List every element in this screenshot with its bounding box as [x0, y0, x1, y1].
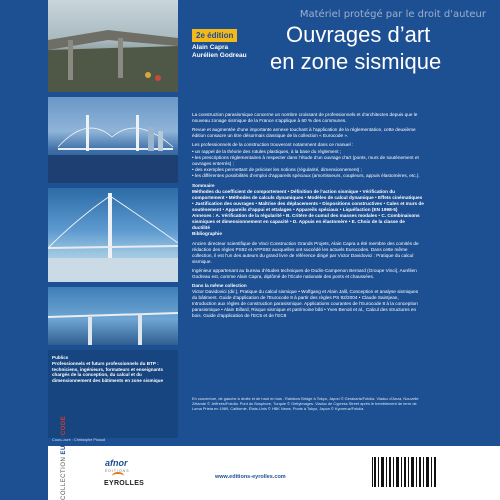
bibliography: Bibliographie	[192, 231, 222, 236]
photo-credits: En couverture, de gauche à droite et de haut en bas : Rainbow Bridge à Tokyo, Japon © Gerakaris/Fotolia. Viaduc d’Anza, Nouvelle Zélande © Jeffrees/Fotolia. Pont du Bosphore, Turquie © Gettyimages. Viaduc de Cypress Street après le tremblement de terre de Loma Prieta en 1989, Californie, États-Unis © HBK News. Ponts à Tokyo, Japon © Kyoreruz/Fotolia.	[192, 396, 419, 411]
feature-bullet: • les différentes possibilités d’emploi d’appareils spéciaux (amortisseurs, coupleurs, appuis élastomères, etc.).	[192, 173, 420, 178]
feature-bullet: • les prescriptions réglementaires à respecter dans l’étude d’un ouvrage d’art (ponts, murs de soutènement et ouvrages enterrés) ;	[192, 155, 419, 166]
publisher-website-link[interactable]: www.editions-eyrolles.com	[215, 474, 286, 480]
photo-column	[48, 0, 178, 345]
intro-paragraph-1: La construction parasismique concerne un nombre croissant de professionnels et d’architectes depuis que le nouveau zonage sismique de la France s’applique à 60 % des communes.	[192, 112, 418, 123]
author-name: Alain Capra	[192, 44, 229, 51]
intro-paragraph-3: Les professionnels de la construction trouveront notamment dans ce manuel :	[192, 142, 354, 147]
collection-label	[61, 416, 67, 500]
feature-bullet: • des exemples permettant de préciser les notions (régularité, dimensionnement) ;	[192, 167, 362, 172]
afnor-logo: afnor	[105, 458, 128, 468]
feature-bullet: • un rappel de la théorie des rotules plastiques, à la base du règlement ;	[192, 149, 342, 154]
afnor-logo-sub: ÉDITIONS	[105, 469, 130, 473]
book-title-line1: Ouvrages d’art	[286, 22, 431, 47]
photo-rainbow-bridge	[48, 97, 178, 183]
intro-paragraph-2: Revue et augmentée d’une importante annexe touchant à l’application de la réglementation, cette deuxième édition consacre un titre désormais classique de la collection « Eurocode ».	[192, 127, 416, 138]
same-collection-text: Victor Davidovici (dir.), Pratique du calcul sismique • Wolfgang et Alain Jalil, Conception et analyse sismiques du bâtiment. Guide d’application de l’Eurocode 8 à partir des règles PS 92/2004 • Claude Saintjean, Introduction aux règles de construction parasismique. Applications courantes de l’Eurocode 8 à la conception parasismique • Alain Billard, Risque sismique et patrimoine bâti • Yves Benoit et al., Calcul des structures en bois. Guide d’application de l’EC5 et de l’EC8	[192, 289, 419, 318]
photo-bridge-sky	[48, 287, 178, 345]
audience-text	[52, 355, 176, 384]
sommaire-text: Méthodes du coefficient de comportement • Définition de l’action sismique • Vérification du comportement • Méthodes de calculs dynamiques • Modèles de calcul dynamique • Effets cinématiques • Justification des ouvrages • Maîtrise des déplacements • Dispositions constructives • Cales et murs de soutènement • Appareils d’appui et ettalages • Appareils spéciaux • Liquéfaction (EN 1998-5)	[192, 189, 424, 212]
collection-euro: EURO	[61, 435, 67, 455]
cover-credit: Couverture : Christophe Picaud	[52, 438, 105, 442]
annexes-text: Annexes : A. Vérification de la régularité • B. Critère de cumul des masses modales • C. Combinaisons sismiques et dimensionnement en capacité • D. Appuis en élastomère • E. Choix de la classe de ductilité	[192, 213, 420, 230]
eyrolles-mark-icon	[112, 472, 124, 480]
author-bio-1: Ancien directeur scientifique de Vinci Construction Grands Projets, Alain Capra a été membre des comités de rédaction des règles PS92 et AFPS92 auxquelles ont succédé les actuels Eurocodes. Dans cette même collection, il est l’un des auteurs du grand livre de référence dirigé par Victor Davidovici : Pratique du calcul sismique.	[192, 241, 419, 264]
same-collection-heading: Dans la même collection	[192, 283, 247, 288]
photo-collapsed-viaduct	[48, 0, 178, 92]
author-bio-2: Ingénieur appartenant au bureau d’études techniques de Dodin-Campenon Bernard (Groupe Vinci), Aurélien Godreau est, comme Alain Capra, diplômé de l’École nationale des ponts et chaussées.	[192, 268, 417, 279]
collection-code: CODE	[61, 415, 67, 436]
eyrolles-logo: EYROLLES	[104, 480, 145, 487]
copyright-watermark: Matériel protégé par le droit d'auteur	[299, 9, 486, 20]
book-title-line2: en zone sismique	[270, 49, 442, 74]
back-cover-text	[192, 112, 424, 319]
sommaire-heading: Sommaire	[192, 183, 215, 188]
authors	[192, 44, 247, 60]
barcode	[370, 455, 440, 491]
public-title: Publics	[52, 355, 69, 360]
author-name: Aurélien Godreau	[192, 52, 247, 59]
collection-prefix: COLLECTION	[61, 456, 67, 500]
edition-badge: 2e édition	[192, 29, 237, 42]
public-text: Professionnels et futurs professionnels du BTP : techniciens, ingénieurs, formateurs et enseignants chargés de la conception, du calcul et du dimensionnement des bâtiments en zone sismique	[52, 360, 164, 384]
photo-bosphorus-bridge	[48, 188, 178, 282]
